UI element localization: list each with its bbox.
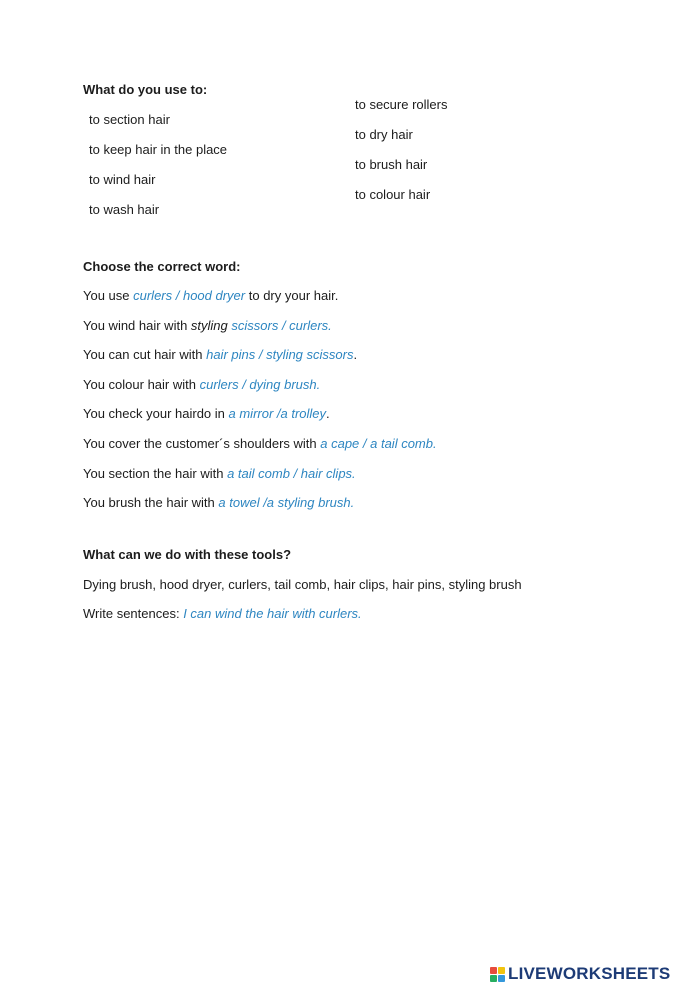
logo-square xyxy=(498,967,505,974)
sentence-text: You check your hairdo in xyxy=(83,406,229,421)
sentence-row xyxy=(83,406,330,422)
example-sentence: I can wind the hair with curlers. xyxy=(183,606,362,621)
sentence-row xyxy=(83,495,354,511)
sentence-text: You cover the customer´s shoulders with xyxy=(83,436,321,451)
write-sentences-label: Write sentences: xyxy=(83,606,184,621)
sentence-row xyxy=(83,318,332,334)
sentence-text: to dry your hair. xyxy=(245,288,339,303)
logo-square xyxy=(490,967,497,974)
answer-options[interactable]: curlers / dying brush. xyxy=(199,377,321,392)
logo-square xyxy=(490,975,497,982)
sentence-text: You use xyxy=(83,288,134,303)
sentence-text: You colour hair with xyxy=(83,377,200,392)
left-item: to wind hair xyxy=(89,172,156,187)
sentence-text: You can cut hair with xyxy=(83,347,207,362)
left-item: to wash hair xyxy=(89,202,160,217)
sentence-text: . xyxy=(326,406,330,421)
answer-options[interactable]: curlers / hood dryer xyxy=(133,288,246,303)
answer-options[interactable]: a tail comb / hair clips. xyxy=(227,466,356,481)
sentence-text: You brush the hair with xyxy=(83,495,219,510)
sentence-row xyxy=(83,377,320,393)
tools-list: Dying brush, hood dryer, curlers, tail comb, hair clips, hair pins, styling brush xyxy=(83,577,522,592)
answer-options[interactable]: a mirror /a trolley xyxy=(228,406,327,421)
left-item: to keep hair in the place xyxy=(89,142,228,157)
section-heading-what-can-we-do: What can we do with these tools? xyxy=(83,547,292,562)
right-item: to dry hair xyxy=(355,127,413,142)
right-item: to colour hair xyxy=(355,187,431,202)
sentence-text: You wind hair with xyxy=(83,318,191,333)
sentence-row xyxy=(83,466,356,482)
sentence-text: . xyxy=(353,347,358,362)
sentence-italic-text: styling xyxy=(190,318,228,333)
sentence-row xyxy=(83,436,437,452)
write-sentences-row xyxy=(83,606,362,622)
answer-options[interactable]: hair pins / styling scissors xyxy=(206,347,354,362)
sentence-row xyxy=(83,288,338,304)
answer-options[interactable]: a towel /a styling brush. xyxy=(218,495,355,510)
logo-square xyxy=(498,975,505,982)
right-item: to brush hair xyxy=(355,157,428,172)
sentence-text: You section the hair with xyxy=(83,466,228,481)
answer-options[interactable]: scissors / curlers. xyxy=(227,318,332,333)
logo-text: LIVEWORKSHEETS xyxy=(508,964,671,983)
left-item: to section hair xyxy=(89,112,170,127)
section-heading-what-do-you-use: What do you use to: xyxy=(83,82,208,97)
right-item: to secure rollers xyxy=(355,97,448,112)
logo-grid-icon xyxy=(490,967,505,982)
liveworksheets-logo xyxy=(490,964,670,984)
sentence-row xyxy=(83,347,357,363)
answer-options[interactable]: a cape / a tail comb. xyxy=(320,436,437,451)
section-heading-choose-correct-word: Choose the correct word: xyxy=(83,259,241,274)
